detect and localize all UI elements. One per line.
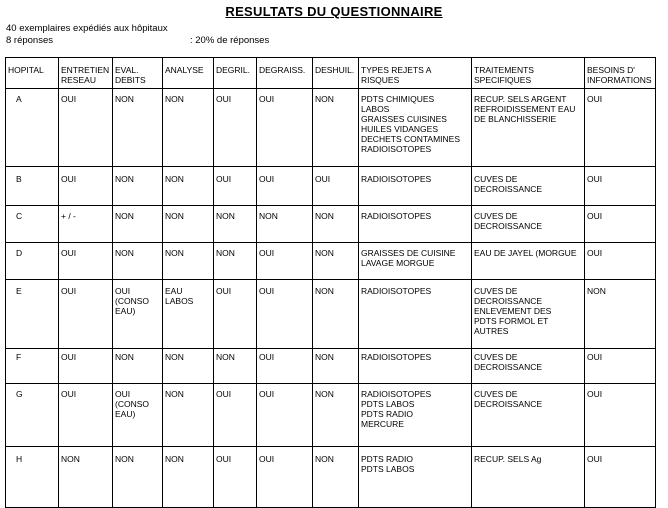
table-cell: G xyxy=(6,384,59,447)
table-cell: OUI xyxy=(214,280,257,349)
table-cell: NON xyxy=(313,280,359,349)
table-cell: OUI xyxy=(59,243,113,280)
table-cell: RADIOISOTOPES xyxy=(359,349,472,384)
table-cell: NON xyxy=(313,243,359,280)
table-row xyxy=(6,349,656,384)
document-title: RESULTATS DU QUESTIONNAIRE xyxy=(225,4,443,19)
table-cell: OUI xyxy=(585,349,656,384)
response-rate: : 20% de réponses xyxy=(190,35,270,46)
table-cell: OUI xyxy=(585,167,656,206)
table-cell: H xyxy=(6,447,59,508)
table-cell: OUI xyxy=(257,349,313,384)
table-cell: NON xyxy=(313,206,359,243)
table-cell: NON xyxy=(113,349,163,384)
table-cell: OUI xyxy=(59,89,113,167)
table-cell: OUI xyxy=(257,243,313,280)
table-cell: OUI xyxy=(585,89,656,167)
column-header: DEGRAISS. xyxy=(257,58,313,89)
table-cell: NON xyxy=(214,243,257,280)
table-cell: NON xyxy=(163,206,214,243)
copies-sent-note: 40 exemplaires expédiés aux hôpitaux xyxy=(6,23,168,34)
table-cell: EAU DE JAYEL (MORGUE xyxy=(472,243,585,280)
table-cell: RADIOISOTOPES xyxy=(359,280,472,349)
table-cell: E xyxy=(6,280,59,349)
table-cell: + / - xyxy=(59,206,113,243)
table-row xyxy=(6,447,656,508)
table-cell: OUI xyxy=(585,447,656,508)
table-cell: D xyxy=(6,243,59,280)
column-header: TRAITEMENTS SPECIFIQUES xyxy=(472,58,585,89)
table-cell: PDTS RADIO PDTS LABOS xyxy=(359,447,472,508)
table-cell: OUI xyxy=(59,349,113,384)
table-cell: CUVES DE DECROISSANCE xyxy=(472,384,585,447)
table-cell: NON xyxy=(113,89,163,167)
table-cell: NON xyxy=(257,206,313,243)
column-header: DEGRIL. xyxy=(214,58,257,89)
table-cell: CUVES DE DECROISSANCE ENLEVEMENT DES PDTS FORMOL ET AUTRES xyxy=(472,280,585,349)
table-cell: OUI xyxy=(585,384,656,447)
column-header: BESOINS D' INFORMATIONS xyxy=(585,58,656,89)
column-header: DESHUIL. xyxy=(313,58,359,89)
table-row xyxy=(6,384,656,447)
results-table xyxy=(5,57,656,508)
table-cell: NON xyxy=(163,447,214,508)
table-cell: RADIOISOTOPES PDTS LABOS PDTS RADIO MERCURE xyxy=(359,384,472,447)
table-cell: OUI xyxy=(313,167,359,206)
table-cell: NON xyxy=(113,206,163,243)
table-cell: NON xyxy=(214,206,257,243)
table-cell: NON xyxy=(313,89,359,167)
table-cell: RADIOISOTOPES xyxy=(359,206,472,243)
table-cell: CUVES DE DECROISSANCE xyxy=(472,349,585,384)
table-cell: C xyxy=(6,206,59,243)
table-cell: NON xyxy=(313,384,359,447)
table-cell: NON xyxy=(163,167,214,206)
table-cell: NON xyxy=(163,349,214,384)
table-cell: OUI xyxy=(214,89,257,167)
table-cell: OUI xyxy=(257,167,313,206)
table-cell: OUI (CONSO EAU) xyxy=(113,280,163,349)
table-cell: OUI xyxy=(214,447,257,508)
header-row xyxy=(6,58,656,89)
table-cell: NON xyxy=(163,384,214,447)
table-cell: RECUP. SELS ARGENT REFROIDISSEMENT EAU DE BLANCHISSERIE xyxy=(472,89,585,167)
table-row xyxy=(6,167,656,206)
table-cell: OUI xyxy=(257,89,313,167)
table-cell: OUI xyxy=(59,384,113,447)
table-cell: RADIOISOTOPES xyxy=(359,167,472,206)
column-header: TYPES REJETS A RISQUES xyxy=(359,58,472,89)
table-cell: OUI xyxy=(59,167,113,206)
table-cell: A xyxy=(6,89,59,167)
table-cell: NON xyxy=(113,447,163,508)
responses-count: 8 réponses xyxy=(6,35,54,46)
table-cell: OUI xyxy=(585,206,656,243)
table-cell: NON xyxy=(313,349,359,384)
table-cell: OUI xyxy=(257,280,313,349)
table-cell: NON xyxy=(113,243,163,280)
column-header: ANALYSE xyxy=(163,58,214,89)
table-cell: OUI (CONSO EAU) xyxy=(113,384,163,447)
table-cell: EAU LABOS xyxy=(163,280,214,349)
table-cell: F xyxy=(6,349,59,384)
table-cell: OUI xyxy=(585,243,656,280)
table-cell: OUI xyxy=(257,384,313,447)
column-header: ENTRETIEN RESEAU xyxy=(59,58,113,89)
table-cell: NON xyxy=(59,447,113,508)
table-row xyxy=(6,89,656,167)
table-cell: OUI xyxy=(214,384,257,447)
table-cell: OUI xyxy=(59,280,113,349)
table-cell: NON xyxy=(163,243,214,280)
table-cell: NON xyxy=(585,280,656,349)
table-row xyxy=(6,280,656,349)
table-cell: CUVES DE DECROISSANCE xyxy=(472,167,585,206)
table-cell: CUVES DE DECROISSANCE xyxy=(472,206,585,243)
table-cell: NON xyxy=(214,349,257,384)
table-cell: PDTS CHIMIQUES LABOS GRAISSES CUISINES HUILES VIDANGES DECHETS CONTAMINES RADIOISOTOPES xyxy=(359,89,472,167)
table-cell: NON xyxy=(163,89,214,167)
table-row xyxy=(6,243,656,280)
table-cell: OUI xyxy=(214,167,257,206)
table-cell: OUI xyxy=(257,447,313,508)
table-cell: GRAISSES DE CUISINE LAVAGE MORGUE xyxy=(359,243,472,280)
column-header: EVAL. DEBITS xyxy=(113,58,163,89)
table-cell: RECUP. SELS Ag xyxy=(472,447,585,508)
table-cell: B xyxy=(6,167,59,206)
table-cell: NON xyxy=(113,167,163,206)
table-row xyxy=(6,206,656,243)
column-header: HOPITAL xyxy=(6,58,59,89)
table-cell: NON xyxy=(313,447,359,508)
